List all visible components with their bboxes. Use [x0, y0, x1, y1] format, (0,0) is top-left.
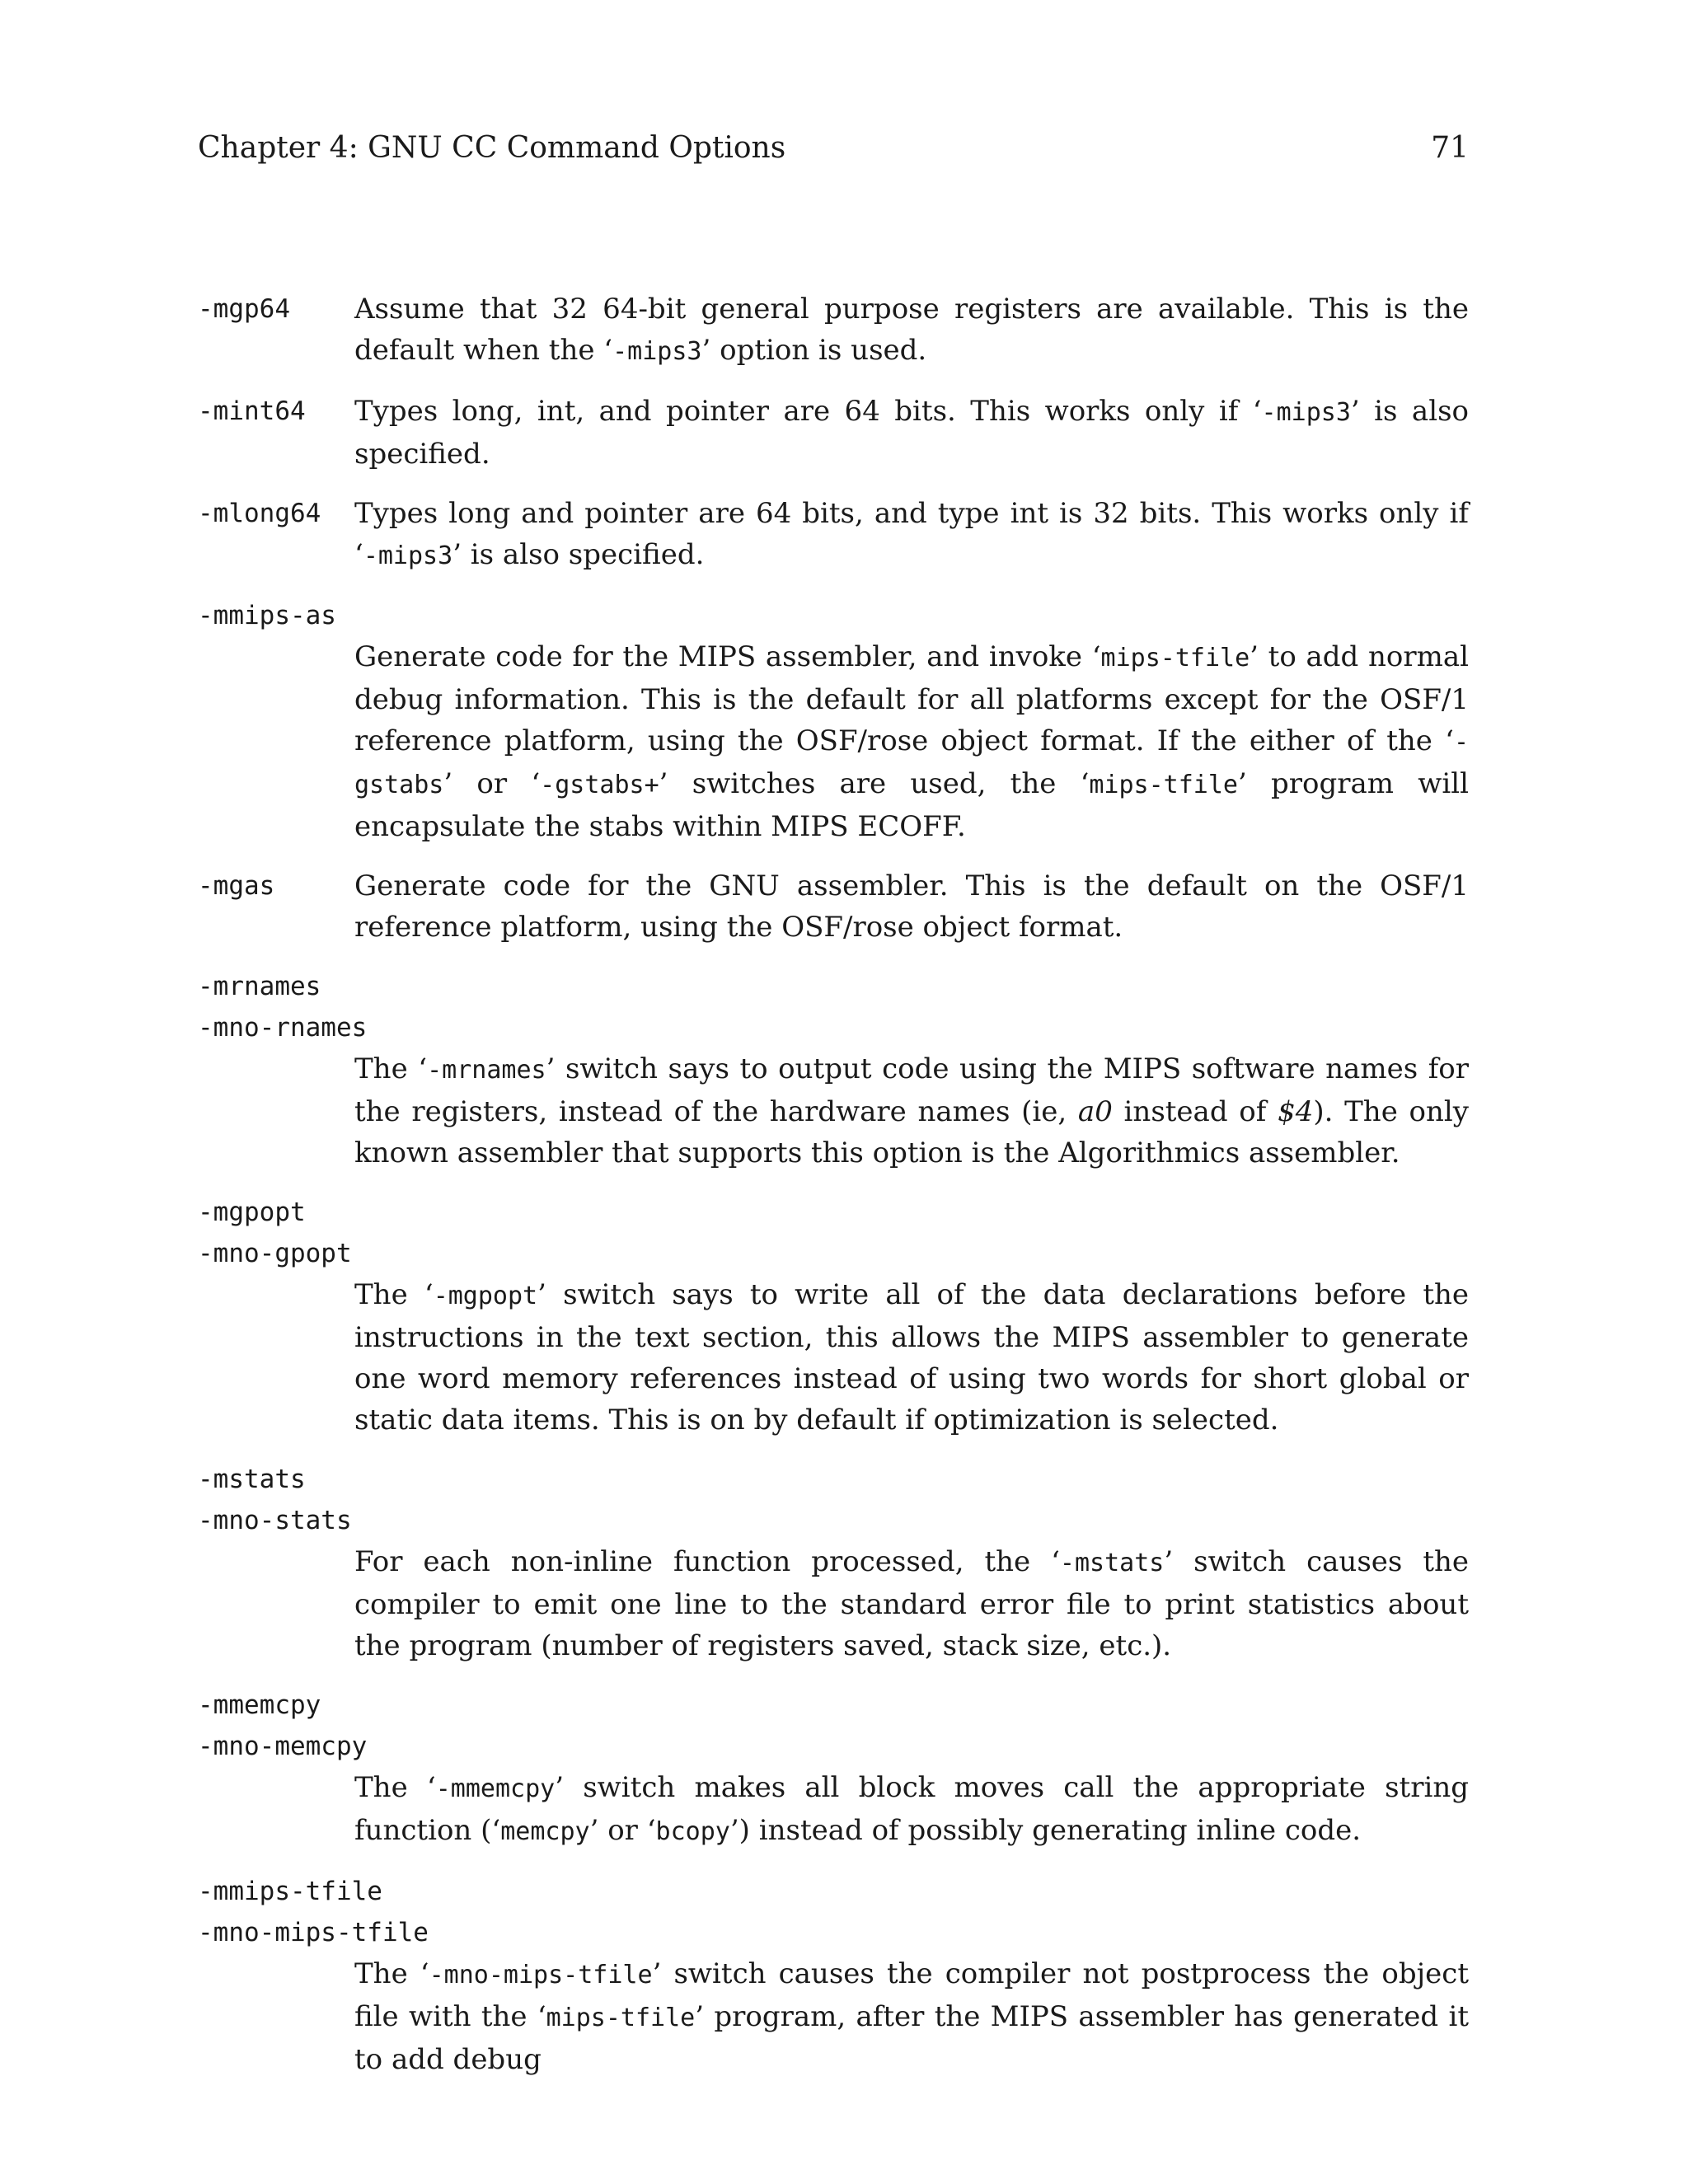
option-term: -mno-stats	[198, 1506, 352, 1535]
inline-code: -mips3	[363, 541, 453, 570]
option-description	[354, 636, 1469, 847]
option-term: -mgpopt	[198, 1197, 306, 1227]
description-text: The ‘	[354, 1957, 429, 1990]
option-entry	[198, 595, 1469, 847]
description-text: ’ is also specified.	[354, 395, 1469, 471]
option-description	[354, 1541, 1469, 1666]
option-description	[354, 865, 1469, 948]
option-entry	[198, 493, 1469, 577]
option-description	[354, 1767, 1469, 1853]
option-term: -mno-rnames	[198, 1013, 368, 1043]
inline-code: mips-tfile	[1089, 771, 1238, 799]
description-text: ’ switch causes the compiler to emit one line to the standard error file to print statistics about the program (number of registers saved, stack size, etc.).	[354, 1545, 1469, 1662]
option-term: -mgp64	[198, 294, 290, 324]
inline-code: bcopy	[655, 1817, 730, 1846]
description-text: ’ to add normal debug information. This is the default for all platforms except for the OSF/1 reference platform, using the OSF/rose object format. If the either of the ‘	[354, 640, 1469, 757]
description-text: ’ switch causes the compiler not postprocess the object file with the ‘	[354, 1957, 1470, 2033]
option-term: -mno-mips-tfile	[198, 1918, 429, 1947]
inline-code: -mstats	[1059, 1549, 1165, 1577]
description-text: Types long, int, and pointer are 64 bits. This works only if ‘	[354, 395, 1262, 428]
italic-text: a0	[1077, 1095, 1113, 1128]
description-text: The ‘	[354, 1052, 428, 1085]
inline-code: -mips3	[1261, 398, 1351, 427]
option-term: -mno-gpopt	[198, 1239, 352, 1268]
option-entry	[198, 1459, 1469, 1666]
description-text: The ‘	[354, 1278, 434, 1311]
option-description	[354, 1048, 1469, 1174]
option-term: -mmips-tfile	[198, 1877, 382, 1906]
inline-code: memcpy	[500, 1817, 590, 1846]
option-list	[198, 288, 1469, 2098]
description-text: Assume that 32 64-bit general purpose registers are available. This is the default when the ‘	[354, 293, 1469, 367]
description-text: ’ switch says to write all of the data declarations before the instructions in the text section, this allows the MIPS assembler to generate one word memory references instead of using two words for short global or static data items. This is on by default if optimization is selected.	[354, 1278, 1470, 1436]
description-text: ’ switch makes all block moves call the appropriate string function (‘	[354, 1771, 1470, 1847]
option-term: -mno-memcpy	[198, 1732, 368, 1761]
description-text: instead of	[1112, 1095, 1278, 1128]
inline-code: -mips3	[612, 337, 702, 366]
inline-code: -mno-mips-tfile	[429, 1961, 653, 1990]
option-term: -mgas	[198, 871, 275, 901]
description-text: ’ or ‘	[443, 767, 541, 800]
option-term: -mrnames	[198, 972, 321, 1001]
option-description	[354, 1953, 1469, 2080]
inline-code: mips-tfile	[546, 2004, 696, 2032]
description-text: ’ switch says to output code using the MIPS software names for the registers, instead of the hardware names (ie,	[354, 1052, 1470, 1128]
option-term: -mmips-as	[198, 601, 336, 630]
option-entry	[198, 1685, 1469, 1853]
option-description	[354, 391, 1469, 475]
option-entry	[198, 288, 1469, 373]
option-entry	[198, 1871, 1469, 2080]
option-description	[354, 288, 1469, 373]
description-text: The ‘	[354, 1771, 436, 1804]
description-text: ). The only known assembler that supports this option is the Algorithmics assembler.	[354, 1095, 1469, 1169]
inline-code: -mrnames	[427, 1056, 546, 1085]
option-entry	[198, 391, 1469, 475]
page-number: 71	[1431, 131, 1469, 165]
option-entry	[198, 1192, 1469, 1441]
option-term: -mstats	[198, 1465, 306, 1494]
description-text: ’ or ‘	[589, 1814, 656, 1847]
inline-code: -gstabs	[354, 728, 1469, 799]
italic-text: $4	[1278, 1095, 1314, 1128]
inline-code: -gstabs+	[540, 771, 659, 799]
option-term: -mint64	[198, 396, 306, 426]
description-text: Generate code for the MIPS assembler, and invoke ‘	[354, 640, 1101, 673]
option-term: -mmemcpy	[198, 1690, 321, 1720]
option-description	[354, 493, 1469, 577]
description-text: ’ is also specified.	[452, 538, 705, 571]
option-entry	[198, 966, 1469, 1174]
description-text: ’ program will encapsulate the stabs within MIPS ECOFF.	[354, 767, 1469, 843]
inline-code: mips-tfile	[1100, 644, 1250, 673]
option-description	[354, 1274, 1469, 1441]
description-text: ’ switches are used, the ‘	[659, 767, 1090, 800]
option-entry	[198, 865, 1469, 948]
description-text: For each non-inline function processed, the ‘	[354, 1545, 1060, 1578]
option-term: -mlong64	[198, 499, 321, 528]
inline-code: -mmemcpy	[435, 1774, 556, 1803]
description-text: ’ program, after the MIPS assembler has generated it to add debug	[354, 2000, 1469, 2076]
chapter-title: Chapter 4: GNU CC Command Options	[198, 131, 786, 165]
description-text: Generate code for the GNU assembler. This is the default on the OSF/1 reference platform, using the OSF/rose object format.	[354, 869, 1469, 944]
description-text: ’) instead of possibly generating inline code.	[729, 1814, 1362, 1847]
inline-code: -mgpopt	[433, 1282, 538, 1310]
description-text: Types long and pointer are 64 bits, and type int is 32 bits. This works only if ‘	[354, 497, 1469, 571]
description-text: ’ option is used.	[701, 334, 927, 367]
